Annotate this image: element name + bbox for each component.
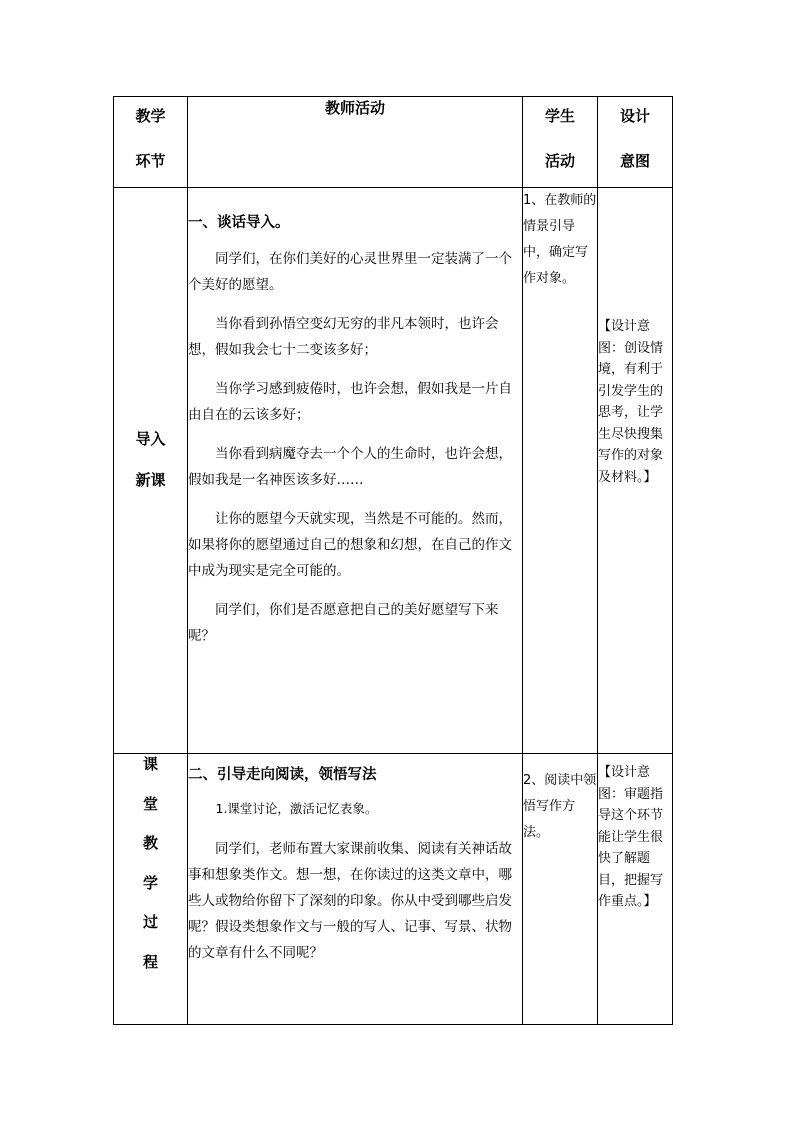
design-intent-classroom: 【设计意图：审题指导这个环节能让学生很快了解题目，把握写作重点。】 (598, 754, 673, 1025)
header-student-line1: 学生 (544, 107, 575, 125)
stage-label-introduction (114, 188, 188, 754)
header-design-line2: 意图 (619, 152, 650, 170)
header-stage-line2: 环节 (135, 152, 166, 170)
paragraph: 当你看到孙悟空变幻无穷的非凡本领时，也许会想，假如我会七十二变该多好； (188, 316, 499, 358)
paragraph: 当你学习感到疲倦时，也许会想，假如我是一片自由自在的云该多好； (188, 381, 512, 423)
header-stage-line1: 教学 (135, 107, 166, 125)
header-row (114, 97, 673, 188)
stage-label-char: 学 (142, 873, 158, 892)
student-activity-classroom: 2、阅读中领悟写作方法。 (523, 754, 598, 1025)
header-teacher-activity: 教师活动 (188, 97, 523, 188)
student-activity-introduction: 1、在教师的情景引导中，确定写作对象。 (523, 188, 598, 754)
header-student-activity (523, 97, 598, 188)
paragraph: 同学们，老师布置大家课前收集、阅读有关神话故事和想象类作文。想一想，在你读过的这类文章中，哪些人或物给你留下了深刻的印象。你从中受到哪些启发呢？假设类想象作文与一般的写人、记事、写景、状物的文章有什么不同呢？ (188, 841, 512, 961)
lesson-plan-table (113, 96, 673, 1025)
design-intent-introduction: 【设计意图：创设情境，有利于引发学生的思考，让学生尽快搜集写作的对象及材料。】 (598, 188, 673, 754)
paragraph: 同学们，在你们美好的心灵世界里一定装满了一个个美好的愿望。 (188, 251, 512, 293)
header-student-line2: 活动 (544, 152, 575, 170)
stage-label-classroom-process (114, 754, 188, 1025)
stage-label-line1: 导入 (135, 430, 166, 448)
stage-label-line2: 新课 (135, 471, 166, 489)
header-design-line1: 设计 (619, 107, 650, 125)
section-title: 一、谈话导入。 (188, 215, 290, 231)
stage-label-char: 教 (142, 834, 158, 852)
section-title: 二、引导走向阅读，领悟写法 (188, 767, 377, 783)
sub-title: 1.课堂讨论，激活记忆表象。 (215, 801, 378, 816)
paragraph: 同学们，你们是否愿意把自己的美好愿望写下来呢？ (188, 602, 499, 644)
stage-label-char: 程 (142, 952, 158, 971)
stage-label-char: 课 (142, 755, 158, 773)
paragraph: 当你看到病魔夺去一个个人的生命时，也许会想，假如我是一名神医该多好…… (188, 446, 512, 488)
teacher-activity-introduction (188, 188, 523, 754)
stage-label-char: 堂 (142, 794, 158, 813)
header-stage (114, 97, 188, 188)
header-design-intent (598, 97, 673, 188)
stage-label-char: 过 (142, 913, 158, 931)
teacher-activity-classroom (188, 754, 523, 1025)
row-introduction (114, 188, 673, 754)
row-classroom-process (114, 754, 673, 1025)
paragraph: 让你的愿望今天就实现，当然是不可能的。然而，如果将你的愿望通过自己的想象和幻想，在自己的作文中成为现实是完全可能的。 (188, 511, 512, 579)
